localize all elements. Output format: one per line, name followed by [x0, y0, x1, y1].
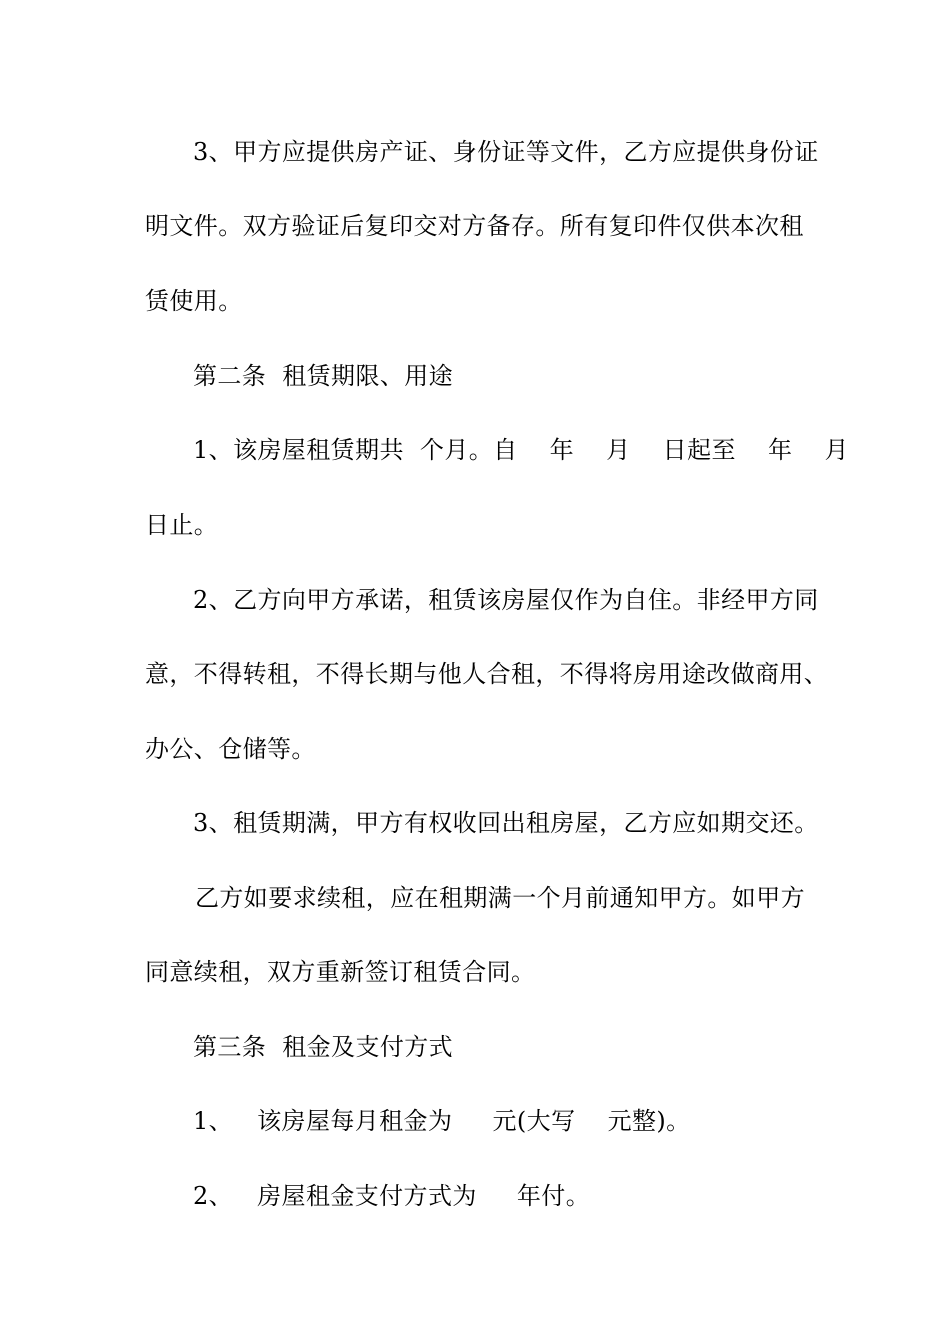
paragraph-line-5: 1、该房屋租赁期共 个月。自 年 月 日起至 年 月: [193, 436, 849, 464]
paragraph-line-12: 同意续租，双方重新签订租赁合同。: [145, 958, 536, 986]
paragraph-line-9: 办公、仓储等。: [145, 735, 316, 763]
paragraph-line-6: 日止。: [145, 511, 219, 539]
paragraph-line-1: 3、甲方应提供房产证、身份证等文件，乙方应提供身份证: [193, 138, 819, 166]
paragraph-line-8: 意，不得转租，不得长期与他人合租，不得将房用途改做商用、: [145, 660, 829, 688]
section-heading-article-3: 第三条 租金及支付方式: [193, 1033, 454, 1061]
paragraph-line-2: 明文件。双方验证后复印交对方备存。所有复印件仅供本次租: [145, 212, 804, 240]
paragraph-line-14: 1、 该房屋每月租金为 元(大写 元整)。: [193, 1107, 691, 1135]
paragraph-line-3: 赁使用。: [145, 287, 243, 315]
section-heading-article-2: 第二条 租赁期限、用途: [193, 362, 454, 390]
paragraph-line-11: 乙方如要求续租，应在租期满一个月前通知甲方。如甲方: [195, 884, 805, 912]
paragraph-line-7: 2、乙方向甲方承诺，租赁该房屋仅作为自住。非经甲方同: [193, 586, 819, 614]
paragraph-line-10: 3、租赁期满，甲方有权收回出租房屋，乙方应如期交还。: [193, 809, 819, 837]
paragraph-line-15: 2、 房屋租金支付方式为 年付。: [193, 1182, 591, 1210]
